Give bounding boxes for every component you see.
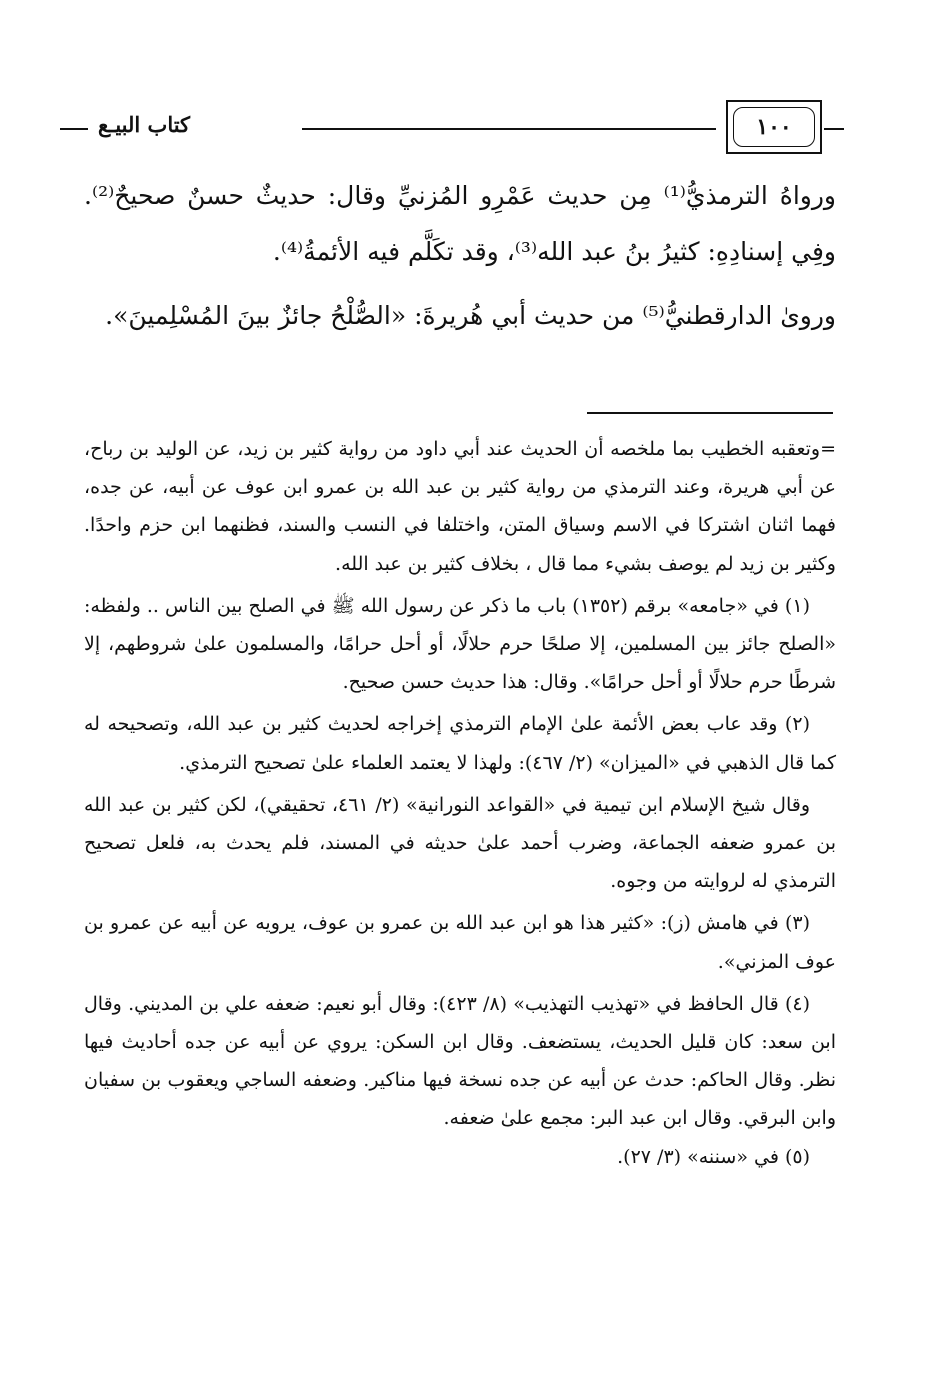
footnote-separator bbox=[587, 412, 833, 414]
footnote-2: (٢) وقد عاب بعض الأئمة علىٰ الإمام الترمذي إخراجه لحديث كثير بن عبد الله، وتصحيحه له كما قال الذهبي في «الميزان» (٢/ ٤٦٧): ولهذا لا يعتمد العلماء علىٰ تصحيح الترمذي. bbox=[84, 713, 836, 774]
header-dash-left bbox=[60, 128, 88, 130]
main-text bbox=[84, 168, 836, 344]
page-number-frame bbox=[726, 100, 822, 154]
footnote-2-continuation: وقال شيخ الإسلام ابن تيمية في «القواعد النورانية» (٢/ ٤٦١، تحقيقي)، لكن كثير بن عبد الله بن عمرو ضعفه الجماعة، وضرب أحمد علىٰ حديثه في المسند، فلم يحدث به، فلعل تصحيح الترمذي له لروايته من وجوه. bbox=[84, 793, 836, 893]
footnote-3: (٣) في هامش (ز): «كثير هذا هو ابن عبد الله بن عمرو بن عوف، يرويه عن أبيه عن عمرو بن عوف المزني». bbox=[84, 912, 836, 973]
footnote-continuation: =وتعقبه الخطيب بما ملخصه أن الحديث عند أبي داود من رواية كثير بن زيد، عن الوليد بن رباح، عن أبي هريرة، وعند الترمذي من رواية كثير بن عبد الله بن عمرو ابن عوف عن أبيه، عن جده، فهما اثنان اشتركا في الاسم وسياق المتن، واختلفا في النسب والسند، فظنهما ابن حزم واحدًا. وكثير بن زيد لم يوصف بشيء مما قال ، بخلاف كثير بن عبد الله. bbox=[84, 438, 836, 575]
footnote-5: (٥) في «سننه» (٣/ ٢٧). bbox=[617, 1145, 810, 1168]
footnote-4: (٤) قال الحافظ في «تهذيب التهذيب» (٨/ ٤٢٣): وقال أبو نعيم: ضعفه علي بن المديني. وقال ابن سعد: كان قليل الحديث، يستضعف. وقال ابن السكن: يروي عن أبيه عن جده أحاديث فيها نظر. وقال الحاكم: حدث عن أبيه عن جده نسخة فيها مناكير. وضعفه الساجي ويعقوب بن سفيان وابن البرقي. وقال ابن عبد البر: مجمع علىٰ ضعفه. bbox=[84, 992, 836, 1130]
book-title: كتاب البيـع bbox=[98, 112, 191, 137]
main-paragraph: وروىٰ الدارقطنيُّ⁽⁵⁾ من حديث أبي هُريرةَ: «الصُّلْحُ جائزٌ بينَ المُسْلِمينَ». bbox=[105, 301, 836, 330]
main-paragraph: ورواهُ الترمذيُّ⁽¹⁾ مِن حديث عَمْرِو المُزنيِّ وقال: حديثٌ حسنٌ صحيحٌ⁽²⁾. وفِي إسنادِهِ: كثيرُ بنُ عبد الله⁽³⁾، وقد تكَلَّم فيه الأئمةُ⁽⁴⁾. bbox=[84, 181, 836, 266]
footnotes bbox=[84, 430, 836, 1176]
page-number: ١٠٠ bbox=[756, 114, 792, 140]
page-header bbox=[60, 96, 844, 160]
footnote-1: (١) في «جامعه» برقم (١٣٥٢) باب ما ذكر عن رسول الله ﷺ في الصلح بين الناس .. ولفظه: «الصلح جائز بين المسلمين، إلا صلحًا حرم حلالًا، أو أحل حرامًا، والمسلمون علىٰ شروطهم، إلا شرطًا حرم حلالًا أو أحل حرامًا». وقال: هذا حديث حسن صحيح. bbox=[84, 594, 836, 694]
header-rule bbox=[302, 128, 716, 130]
